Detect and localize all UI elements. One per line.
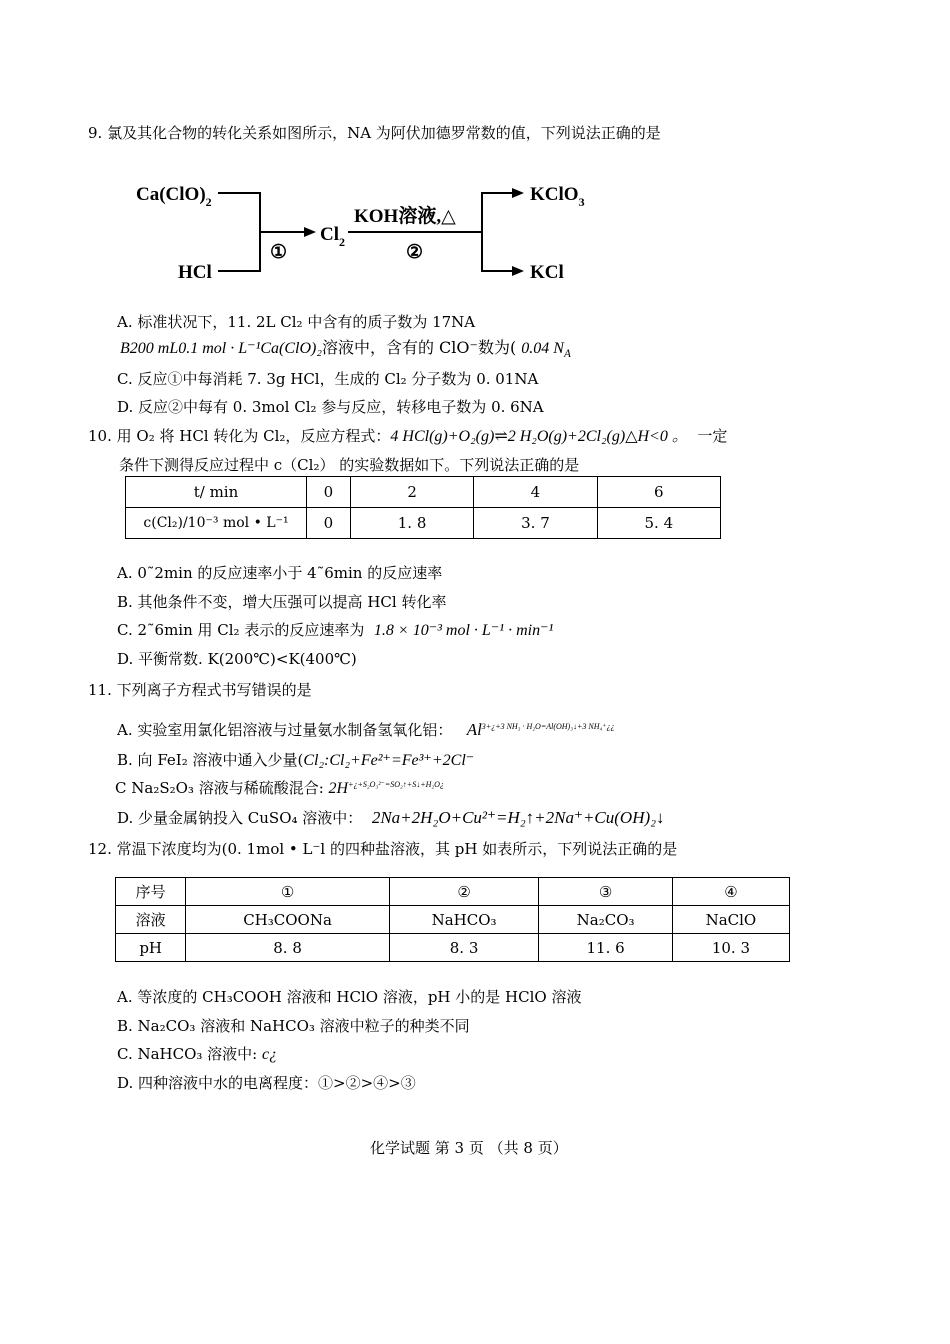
q10-equation: 4 HCl(g)+O₂(g)⇌2 H₂O(g)+2Cl₂(g)△H<0 。 xyxy=(390,428,688,445)
diagram-step-1: ① xyxy=(270,242,288,263)
q12-option-d: D. 四种溶液中水的电离程度：①>②>④>③ xyxy=(117,1074,416,1092)
q11-stem: 11. 下列离子方程式书写错误的是 xyxy=(88,681,312,699)
table-header-cell: 6 xyxy=(597,477,720,508)
diagram-reactant-caclo2: $Ca(ClO)_2$ xyxy=(136,184,212,209)
page-footer: 化学试题 第 3 页 （共 8 页） xyxy=(370,1139,568,1157)
diagram-condition: KOH溶液,△ xyxy=(354,206,456,227)
table-cell: Na₂CO₃ xyxy=(539,906,673,934)
q9-option-b-text: 溶液中，含有的 ClO⁻数为( xyxy=(321,338,517,357)
table-header-cell: t/ min xyxy=(126,477,307,508)
q11-option-d-math: 2Na+2H₂O+Cu²⁺=H₂↑+2Na⁺+Cu(OH)₂↓ xyxy=(371,808,665,827)
table-header-cell: 0 xyxy=(307,477,351,508)
q10-option-a: A. 0˜2min 的反应速率小于 4˜6min 的反应速率 xyxy=(117,564,443,582)
diagram-product-kclo3: KClO$_3$ xyxy=(530,184,585,209)
q9-option-c: C. 反应①中每消耗 7. 3g HCl，生成的 Cl₂ 分子数为 0. 01NA xyxy=(117,370,539,388)
arrowhead-icon xyxy=(304,227,316,237)
q9-option-a: A. 标准状况下，11. 2L Cl₂ 中含有的质子数为 17NA xyxy=(117,313,476,331)
q10-data-table xyxy=(125,476,721,539)
table-cell: 溶液 xyxy=(116,906,186,934)
q11-option-c: C Na₂S₂O₃ 溶液与稀硫酸混合: $2H^{+¿+S_2O_3^{2-}=SO_2↑+S↓+H_2O¿}$ xyxy=(115,779,444,797)
diagram-product-kcl: KCl xyxy=(530,262,564,283)
table-header-cell: 4 xyxy=(474,477,597,508)
diagram-cl2: $Cl_2$ xyxy=(320,224,345,249)
q9-conversion-diagram xyxy=(128,172,608,287)
table-cell: 0 xyxy=(307,508,351,539)
table-cell: 1. 8 xyxy=(350,508,473,539)
q11-option-b: B. 向 FeI₂ 溶液中通入少量(Cl₂:Cl₂+Fe²⁺=Fe³⁺+2Cl⁻ xyxy=(117,751,475,769)
table-cell: 11. 6 xyxy=(539,934,673,962)
table-cell: 8. 3 xyxy=(389,934,539,962)
q10-option-c: C. 2˜6min 用 Cl₂ 表示的反应速率为 1.8 × 10⁻³ mol · L⁻¹ · min⁻¹ xyxy=(117,621,554,639)
table-cell: pH xyxy=(116,934,186,962)
q12-stem: 12. 常温下浓度均为(0. 1mol • L⁻l 的四种盐溶液，其 pH 如表所示，下列说法正确的是 xyxy=(88,840,678,858)
table-cell: 10. 3 xyxy=(672,934,789,962)
q10-stem: 10. 用 O₂ 将 HCl 转化为 Cl₂，反应方程式：4 HCl(g)+O₂(g)⇌2 H₂O(g)+2Cl₂(g)△H<0 。 一定 xyxy=(88,427,728,445)
table-row-label: c(Cl₂)/10⁻³ mol • L⁻¹ xyxy=(126,508,307,539)
q12-option-c: C. NaHCO₃ 溶液中: c¿ xyxy=(117,1045,278,1063)
q11-option-a-math: 3+¿+3 NH₃ · H₂O=Al(OH)₃↓+3 NH₄⁺¿¿ xyxy=(481,722,615,731)
q12-ph-table xyxy=(115,877,790,962)
table-cell: CH₃COONa xyxy=(186,906,389,934)
q12-option-a: A. 等浓度的 CH₃COOH 溶液和 HClO 溶液，pH 小的是 HClO 溶液 xyxy=(117,988,582,1006)
q12-option-b: B. Na₂CO₃ 溶液和 NaHCO₃ 溶液中粒子的种类不同 xyxy=(117,1017,470,1035)
q11-option-c-math: +¿+S₂O₃²⁻=SO₂↑+S↓+H₂O¿ xyxy=(348,780,444,789)
q10-option-b: B. 其他条件不变，增大压强可以提高 HCl 转化率 xyxy=(117,593,447,611)
q9-option-b xyxy=(120,338,571,361)
arrowhead-icon xyxy=(512,188,524,198)
q10-stem-line2: 条件下测得反应过程中 c（Cl₂） 的实验数据如下。下列说法正确的是 xyxy=(119,456,580,474)
q10-option-c-math: 1.8 × 10⁻³ mol · L⁻¹ · min⁻¹ xyxy=(373,622,554,639)
table-cell: 3. 7 xyxy=(474,508,597,539)
table-header-cell: 序号 xyxy=(116,878,186,906)
q9-stem: 9. 氯及其化合物的转化关系如图所示，NA 为阿伏加德罗常数的值，下列说法正确的是 xyxy=(88,124,661,142)
q9-option-b-value: 0.04 $N_A$ xyxy=(521,340,571,361)
q11-option-b-math: Cl₂:Cl₂+Fe²⁺=Fe³⁺+2Cl⁻ xyxy=(303,752,475,769)
q9-option-d: D. 反应②中每有 0. 3mol Cl₂ 参与反应，转移电子数为 0. 6NA xyxy=(117,398,544,416)
q11-option-a: A. 实验室用氯化铝溶液与过量氨水制备氢氧化铝： $Al^{3+¿+3 NH_3 \cdot H_2O=Al(OH)_3↓+3 NH_4^+¿¿}$ xyxy=(117,720,615,739)
table-cell: NaClO xyxy=(672,906,789,934)
table-header-cell: ③ xyxy=(539,878,673,906)
table-cell: NaHCO₃ xyxy=(389,906,539,934)
table-header-cell: ① xyxy=(186,878,389,906)
q10-option-d: D. 平衡常数. K(200℃)<K(400℃) xyxy=(117,650,357,668)
diagram-step-2: ② xyxy=(406,242,424,263)
q11-option-d: D. 少量金属钠投入 CuSO₄ 溶液中： 2Na+2H₂O+Cu²⁺=H₂↑+2Na⁺+Cu(OH)₂↓ xyxy=(117,808,665,827)
q9-option-b-math: B200 mL0.1 mol · L⁻¹Ca(ClO)₂ xyxy=(120,340,322,357)
table-header-cell: 2 xyxy=(350,477,473,508)
table-header-cell: ② xyxy=(389,878,539,906)
q12-option-c-math: c¿ xyxy=(262,1046,278,1063)
diagram-reactant-hcl: HCl xyxy=(178,262,212,283)
table-header-cell: ④ xyxy=(672,878,789,906)
table-cell: 8. 8 xyxy=(186,934,389,962)
table-cell: 5. 4 xyxy=(597,508,720,539)
arrowhead-icon xyxy=(512,266,524,276)
